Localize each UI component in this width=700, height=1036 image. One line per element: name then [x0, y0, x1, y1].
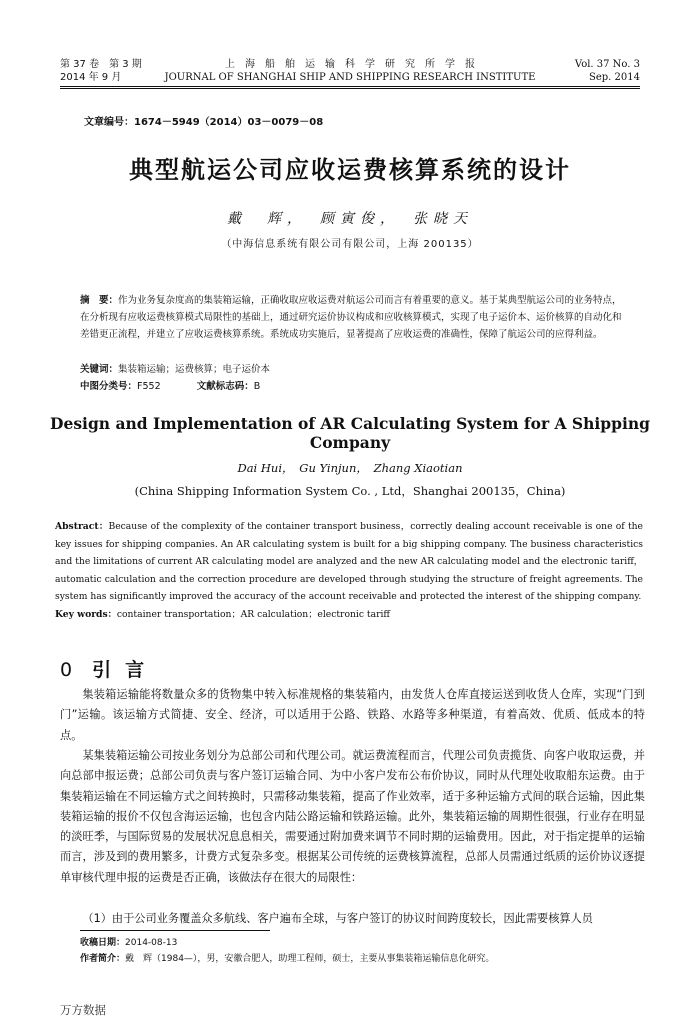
affiliation-en: (China Shipping Information System Co. , Ltd，Shanghai 200135，China) — [134, 484, 566, 498]
authors-cn: 戴 辉， 顾寅俊， 张晓天 — [227, 211, 473, 227]
section-heading — [60, 655, 158, 682]
classification — [80, 378, 625, 395]
clc-value: F552 — [137, 381, 161, 392]
paper-title-cn: 典型航运公司应收运费核算系统的设计 — [129, 156, 571, 184]
section-title: 引言 — [92, 659, 159, 681]
keywords-en-text: container transportation；AR calculation；electronic tariff — [116, 609, 390, 620]
header-rule — [60, 86, 640, 87]
doc-code-value: B — [253, 381, 261, 392]
author-bio — [80, 951, 640, 967]
paper-title-en: Design and Implementation of AR Calculating System for A Shipping Company — [50, 414, 650, 452]
abstract-en — [55, 518, 643, 606]
clc-label: 中图分类号： — [80, 381, 138, 392]
received-value: 2014-08-13 — [125, 938, 178, 948]
paragraph-1: 集装箱运输能将数量众多的货物集中转入标准规格的集装箱内，由发货人仓库直接运送到收货人仓库，实现“门到门”运输。该运输方式简捷、安全、经济，可以适用于公路、铁路、水路等多种渠道，有着高效、优质、低成本的特点。 — [60, 688, 645, 742]
keywords-cn — [80, 361, 625, 378]
abstract-cn-text: 作为业务复杂度高的集装箱运输，正确收取应收运费对航运公司而言有着重要的意义。基于某典型航运公司的业务特点，在分析现有应收运费核算模式局限性的基础上，通过研究运价协议构成和应收核算模式，实现了电子运价本、运价核算的自动化和差错更正流程，并建立了应收运费核算系统。系统成功实施后，显著提高了应收运费的准确性，保障了航运公司的应得利益。 — [80, 295, 622, 340]
header-date: 2014 年 9 月 — [60, 72, 122, 83]
bio-text: 戴 辉（1984—），男，安徽合肥人，助理工程师，硕士，主要从事集装箱运输信息化研究。 — [125, 954, 495, 964]
header-rule-2 — [60, 88, 640, 89]
abstract-cn-label: 摘 要： — [80, 295, 119, 306]
paragraph-2: 某集装箱运输公司按业务划分为总部公司和代理公司。就运费流程而言，代理公司负责揽货、向客户收取运费，并向总部申报运费；总部公司负责与客户签订运输合同、为中小客户发布公布价协议，同时从代理处收取船东运费。由于集装箱运输在不同运输方式之间转换时，只需移动集装箱，提高了作业效率，适于多种运输方式间的联合运输，因此集装箱运输的报价不仅包含海运运输，也包含内陆公路运输和铁路运输。此外，集装箱运输的周期性很强，行业存在明显的淡旺季，与国际贸易的发展状况息息相关，需要通过附加费来调节不同时期的运输费用。因此，对于指定提单的运输而言，涉及到的费用繁多，计费方式复杂多变。根据某公司传统的运费核算流程，总部人员需通过纸质的运价协议逐提单审核代理申报的运费是否正确，该做法存在很大的局限性： — [60, 749, 645, 884]
keywords-en — [55, 606, 643, 623]
keywords-cn-text: 集装箱运输；运费核算；电子运价本 — [118, 364, 271, 375]
section-number: 0 — [60, 659, 73, 681]
abstract-en-text: Because of the complexity of the container transport business，correctly dealing account receivable is one of the key issues for shipping companies. An AR calculating system is built for a big shipping company. The business characteristics and the limitations of current AR calculating model are analyzed and the new AR calculating model and the electronic tariff，automatic calculation and the correction procedure are developed through studying the structure of freight agreements. The system has significantly improved the accuracy of the account receivable and protected the interest of the shipping company. — [55, 521, 643, 603]
header-volume-en: Vol. 37 No. 3 — [574, 59, 640, 70]
header-journal-en: JOURNAL OF SHANGHAI SHIP AND SHIPPING RESEARCH INSTITUTE — [164, 72, 536, 83]
watermark: 万方数据 — [60, 1003, 106, 1017]
paragraph-3: （1）由于公司业务覆盖众多航线、客户遍布全球，与客户签订的协议时间跨度较长，因此需要核算人员 — [82, 912, 593, 925]
affiliation-cn: （中海信息系统有限公司有限公司，上海 200135） — [221, 239, 479, 250]
doc-code-label: 文献标志码： — [196, 381, 254, 392]
header-volume: 第 37 卷 第 3 期 — [60, 59, 142, 70]
abstract-en-label: Abstract： — [55, 521, 109, 532]
received-date — [80, 935, 640, 951]
header-journal-cn: 上 海 船 舶 运 输 科 学 研 究 所 学 报 — [225, 59, 475, 70]
received-label: 收稿日期： — [80, 938, 126, 948]
header-date-en: Sep. 2014 — [589, 72, 640, 83]
footnote-rule — [80, 930, 270, 931]
keywords-en-label: Key words： — [55, 609, 117, 620]
authors-en: Dai Hui， Gu Yinjun， Zhang Xiaotian — [237, 461, 463, 475]
keywords-cn-label: 关键词： — [80, 364, 119, 375]
article-number: 文章编号：1674－5949（2014）03－0079－08 — [84, 117, 324, 128]
abstract-cn — [80, 292, 625, 343]
bio-label: 作者简介： — [80, 954, 126, 964]
